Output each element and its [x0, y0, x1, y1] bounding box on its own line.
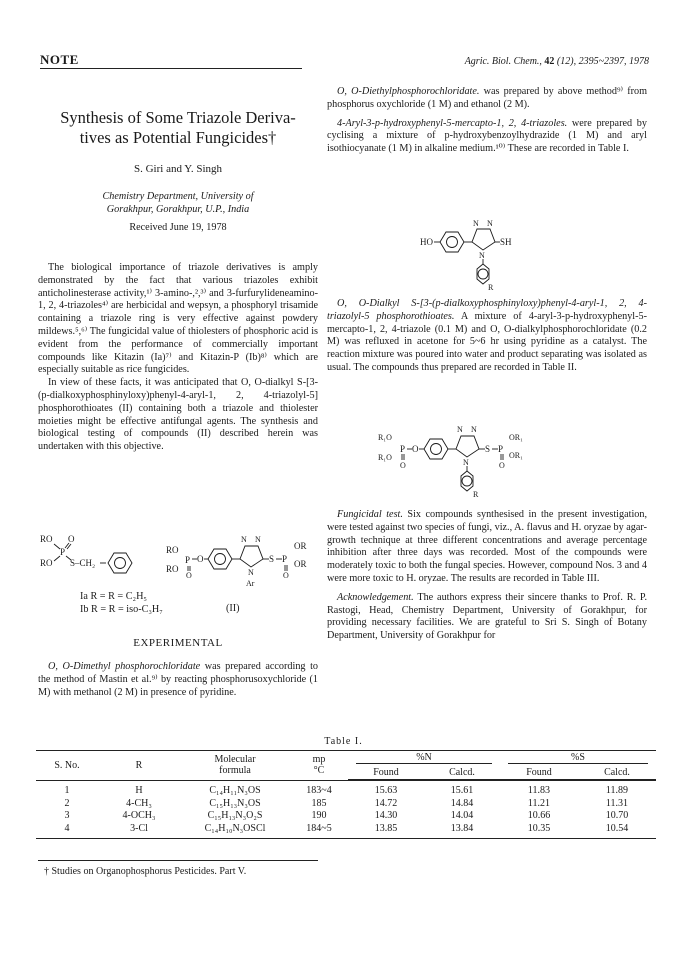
cell-mp: 190	[311, 810, 327, 821]
col-header-pct-s	[500, 751, 656, 766]
dialkyl-paragraph	[327, 298, 647, 375]
table-body	[36, 781, 656, 839]
fungicidal-paragraph	[327, 509, 647, 586]
cell-s-calcd: 11.31	[605, 797, 629, 809]
table-row	[36, 810, 656, 823]
aromatic-circle	[215, 554, 226, 565]
authors: S. Giri and Y. Singh	[133, 163, 222, 175]
cell-sno: 3	[64, 810, 70, 821]
n-label-5: N	[487, 219, 493, 228]
footnote: † Studies on Organophosphorus Pesticides. Part V.	[44, 866, 247, 877]
mp-header-line-1: mp	[312, 754, 326, 766]
cell-formula: C₁₅H₁₃N₃OS	[209, 797, 261, 809]
structure-phosphorothioate	[378, 422, 608, 498]
journal-volume: 42	[544, 56, 555, 67]
col-header-s-found: Found	[500, 765, 578, 780]
acknowledgement-title: Acknowledgement.	[337, 591, 414, 603]
aromatic-circle	[115, 558, 126, 569]
diethyl-paragraph	[327, 86, 647, 112]
p-label-5: P	[498, 444, 504, 454]
table-row	[36, 823, 656, 839]
header-rule	[40, 68, 302, 69]
dialkyl-title: O, O-Dialkyl S-[3-(p-dialkoxyphosphinyloxy)phenyl-4-aryl-1, 2, 4-triazolyl-5 phosphorothioates.	[327, 298, 647, 322]
aromatic-circle	[478, 269, 488, 279]
cell-n-found: 13.85	[348, 823, 424, 839]
cell-sno: 2	[64, 797, 70, 809]
table-row	[36, 798, 656, 811]
exp-paragraph-1-body: was prepared according to the method of Mastin et al.⁹⁾ by reacting phosphorusoxychloride (1 M) with methanol (2 M) in presence of pyridine.	[38, 661, 319, 698]
n-label-8: N	[471, 425, 477, 434]
ar-label: Ar	[246, 579, 255, 588]
ho-label: HO	[420, 237, 433, 247]
aryl-paragraph	[327, 118, 647, 156]
or-label-1: OR	[294, 541, 307, 551]
col-header-sno: S. No.	[36, 751, 98, 780]
right-text-top	[327, 86, 647, 156]
compound-labels	[80, 590, 163, 616]
article-title	[38, 108, 318, 148]
ro-label-4: RO	[166, 564, 179, 574]
aromatic-circle	[431, 444, 442, 455]
col-header-pct-n	[348, 751, 500, 766]
n-label-3: N	[248, 568, 254, 577]
formula-header-line-1: Molecular	[214, 754, 256, 766]
formula-header-line-2: formula	[219, 765, 251, 777]
cell-sno: 4	[36, 823, 98, 839]
mp-header-line-2: °C	[313, 765, 325, 777]
p-label-1: P	[60, 547, 66, 557]
aromatic-circle	[447, 237, 458, 248]
ro-label-3: RO	[166, 545, 179, 555]
cell-s-found: 11.83	[527, 785, 551, 796]
p-label-2: P	[185, 555, 191, 565]
or1-label-2: OR₁	[509, 451, 523, 460]
benzene-ring	[108, 553, 132, 573]
exp-paragraph-1-title: O, O-Dimethyl phosphorochloridate	[48, 661, 201, 672]
aromatic-circle	[462, 476, 472, 486]
n-label-9: N	[463, 458, 469, 467]
compound-II-label: (II)	[226, 603, 240, 614]
r-label-1: R	[488, 283, 494, 290]
cell-s-found: 10.66	[527, 810, 551, 821]
journal-name: Agric. Biol. Chem.,	[464, 56, 542, 67]
pct-s-label: %S	[508, 752, 648, 764]
n-label-7: N	[457, 425, 463, 434]
cell-n-found: 14.72	[374, 797, 398, 809]
cell-r: H	[135, 785, 143, 796]
intro-paragraph-1: The biological importance of triazole derivatives is amply demonstrated by the fact that various triazoles exhibit anticholinesterase activity,¹⁾ 3-amino-,²,³⁾ and 3-furfurylideneamino-1, 2, 4-triazoles⁴⁾ are herbicidal and wepsyn, a phosphoryl trisamide containing a triazole ring is very effective against powdery mildews.⁵,⁶⁾ The fungicidal value of thiolesters of phosphoric acid is evident from the performance of commercially important compounds like Kitazin (Ia)⁷⁾ and Kitazin-P (Ib)⁸⁾ which are especially suitable as rice fungicides.	[38, 262, 318, 376]
o-label-1: O	[68, 534, 75, 544]
cell-r: 3-Cl	[98, 823, 180, 839]
cell-n-calcd: 15.61	[450, 785, 474, 796]
n-label-6: N	[479, 251, 485, 260]
r1o-label-2: R₁O	[378, 453, 392, 462]
col-header-n-calcd: Calcd.	[424, 765, 500, 780]
right-text-middle	[327, 298, 647, 375]
col-header-mp	[290, 751, 348, 780]
cell-s-calcd: 10.70	[605, 810, 629, 821]
table-row	[36, 781, 656, 798]
intro-paragraph-2: In view of these facts, it was anticipated that O, O-dialkyl S-[3-(p-dialkoxyphosphinyloxy)phenyl-4-aryl-1, 2, 4-triazolyl-5] phosphorothioates (II) containing both a triazole and thiolester moieties might be effective antifungal agents. The synthesis and biological testing of compounds (II) described herein was undertaken with this objective.	[38, 377, 318, 453]
triazole-ring	[472, 229, 495, 250]
col-header-n-found: Found	[348, 765, 424, 780]
col-header-s-calcd: Calcd.	[578, 765, 656, 780]
aryl-ring	[477, 264, 489, 284]
fungicidal-title: Fungicidal test.	[337, 509, 403, 520]
compound-Ib-label: Ib R = R = iso-C₃H₇	[80, 604, 163, 615]
aryl-title: 4-Aryl-3-p-hydroxyphenyl-5-mercapto-1, 2, 4-triazoles.	[337, 117, 568, 129]
cell-s-found: 10.35	[500, 823, 578, 839]
section-label-note: NOTE	[40, 52, 79, 67]
cell-r: 4-OCH₃	[122, 810, 156, 821]
cell-mp: 184~5	[290, 823, 348, 839]
cell-s-calcd: 11.89	[605, 785, 629, 796]
intro-text	[38, 262, 318, 454]
ro-label-2: RO	[40, 558, 53, 568]
s-label-1: S	[269, 554, 275, 564]
exp-paragraph-1	[38, 661, 318, 699]
cell-n-calcd: 14.84	[450, 797, 474, 809]
cell-formula: C₁₄H₁₀N₃OSCl	[180, 823, 290, 839]
ro-label-1: RO	[40, 534, 53, 544]
or1-label-1: OR₁	[509, 433, 523, 442]
r-label-2: R	[473, 490, 479, 498]
journal-citation	[465, 56, 649, 67]
p-label-3: P	[282, 554, 288, 564]
bond	[54, 556, 60, 561]
or-label-2: OR	[294, 559, 307, 569]
received-date: Received June 19, 1978	[129, 222, 227, 233]
s-ch2-label: S–CH₂	[70, 558, 96, 568]
dialkyl-body: A mixture of 4-aryl-3-p-hydroxyphenyl-5-mercapto-1, 2, 4-triazole (0.1 M) and O, O-dialkylphosphorochloridate (0.2 M) was refluxed in acetone for 5~6 hr using pyridine as a catalyst. The reaction mixture was poured into water and product separating was isolated as usual. The compounds thus prepared are recorded in Table II.	[327, 310, 647, 373]
cell-n-calcd: 14.04	[450, 810, 474, 821]
cell-n-found: 15.63	[374, 785, 398, 796]
diethyl-title: O, O-Diethylphosphorochloridate.	[337, 86, 480, 97]
cell-formula: C₁₄H₁₁N₃OS	[209, 785, 261, 796]
cell-n-found: 14.30	[374, 810, 398, 821]
experimental-heading: EXPERIMENTAL	[133, 637, 223, 649]
r1o-label-1: R₁O	[378, 433, 392, 442]
affiliation	[38, 190, 318, 216]
o-label-7: O	[499, 461, 505, 470]
cell-r: 4-CH₃	[126, 797, 152, 809]
structure-mercapto-triazole	[420, 218, 560, 290]
o-label-4: O	[283, 571, 289, 580]
triazole-ring	[240, 546, 263, 567]
col-header-formula	[180, 751, 290, 780]
affiliation-line-2: Gorakhpur, Gorakhpur, U.P., India	[106, 204, 250, 215]
cell-sno: 1	[64, 785, 70, 796]
footnote-rule	[38, 860, 318, 861]
compound-Ia-label: Ia R = R = C₂H₅	[80, 591, 147, 602]
col-header-r: R	[98, 751, 180, 780]
aryl-ring	[461, 471, 473, 491]
structure-kitazin-and-II	[36, 530, 326, 590]
acknowledgement-paragraph	[327, 592, 647, 643]
p-label-4: P	[400, 444, 406, 454]
benzene-ring	[424, 439, 448, 459]
n-label-4: N	[473, 219, 479, 228]
cell-n-calcd: 13.84	[424, 823, 500, 839]
fungicidal-body: Six compounds synthesised in the present investigation, were tested against two species of fungi, viz., A. flavus and H. oryzae by agar-growth technique at three different concentrations and average percentage inhibition after three days was recorded. Most of the compounds were moderately toxic to both the fungal species. However, compound Nos. 3 and 4 were more toxic to H. oryzae. The results are recorded in Table III.	[327, 509, 648, 584]
aryl-body: were prepared by cyclising a mixture of p-hydroxybenzoylhydrazide (1 M) and aryl isothiocyanate (1 M) in alkaline medium.¹⁰⁾ These are recorded in Table I.	[327, 117, 647, 155]
acknowledgement-body: The authors express their sincere thanks to Prof. R. P. Rastogi, Head, Chemistry Department, University of Gorakhpur, for providing necessary facilities. We are grateful to Sri S. Singh of Botany Department, University of Gorakhpur for	[327, 591, 647, 642]
cell-s-found: 11.21	[527, 797, 551, 809]
title-line-2: tives as Potential Fungicides†	[79, 128, 277, 147]
o-label-3: O	[197, 554, 204, 564]
o-label-5: O	[400, 461, 406, 470]
table-1	[36, 750, 656, 839]
benzene-ring	[440, 232, 464, 252]
journal-issue-pages: (12), 2395~2397, 1978	[556, 56, 649, 67]
right-text-bottom	[327, 509, 647, 643]
o-label-6: O	[412, 444, 419, 454]
diethyl-body: was prepared by above method⁹⁾ from phosphorus oxychloride (1 M) and ethanol (2 M).	[327, 86, 647, 110]
cell-formula: C₁₅H₁₃N₃O₂S	[207, 810, 263, 821]
triazole-ring	[456, 436, 479, 457]
benzene-ring	[208, 549, 232, 569]
sh-label: SH	[500, 237, 512, 247]
title-line-1: Synthesis of Some Triazole Deriva-	[60, 108, 296, 127]
s-label-2: S	[485, 444, 491, 454]
cell-s-calcd: 10.54	[578, 823, 656, 839]
o-label-2: O	[186, 571, 192, 580]
pct-n-label: %N	[356, 752, 492, 764]
n-label-1: N	[241, 535, 247, 544]
n-label-2: N	[255, 535, 261, 544]
table-caption: Table I.	[324, 736, 363, 747]
cell-mp: 183~4	[306, 785, 332, 796]
affiliation-line-1: Chemistry Department, University of	[102, 191, 254, 202]
experimental-text	[38, 661, 318, 699]
cell-mp: 185	[311, 797, 327, 809]
